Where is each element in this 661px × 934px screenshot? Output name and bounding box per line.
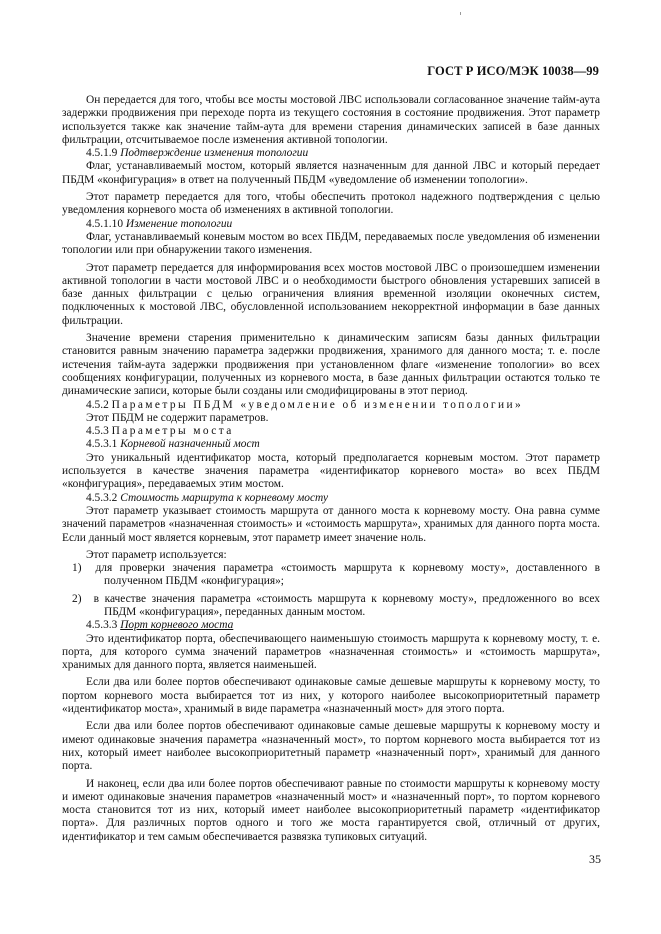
scan-mark [460, 12, 461, 15]
section-title: Порт корневого моста [120, 619, 234, 632]
paragraph: И наконец, если два или более портов обеспечивают равные по стоимости маршруты к корневому мосту и имеют одинаковые значения параметров «назначенный мост» и «назначенный порт», то портом корневого моста становится тот из них, который имеет наиболее высокоприоритетный параметр «идентификатор порта». Для различных портов одного и того же моста гарантируется свой, отличный от других, идентификатор и тем самым обеспечивается развязка тупиковых ситуаций. [62, 777, 600, 843]
section-number: 4.5.3.2 [86, 491, 118, 504]
page-number: 35 [589, 852, 601, 866]
section-number: 4.5.2 [86, 398, 109, 411]
section-title: Стоимость маршрута к корневому мосту [120, 491, 329, 504]
section-heading-45110 [62, 218, 600, 231]
section-heading-452 [62, 399, 600, 412]
section-heading-4531 [62, 438, 600, 451]
section-title: Подтверждение изменения топологии [120, 147, 309, 160]
paragraph: Он передается для того, чтобы все мосты мостовой ЛВС использовали согласованное значение тайм-аута задержки продвижения при переходе порта из текущего состояния в состояние продвижения. Этот параметр используется также как значение тайм-аута для времени старения динамических записей в базе данных фильтрации, отсчитываемое после изменения активной топологии. [62, 94, 600, 146]
paragraph: Это идентификатор порта, обеспечивающего наименьшую стоимость маршрута к корневому мосту, т. е. порта, для которого сумма значений параметров «назначенная стоимость» и «стоимость маршрута», хранимых для данного порта, является наименьшей. [62, 632, 600, 672]
paragraph: Этот параметр указывает стоимость маршрута от данного моста к корневому мосту. Она равна сумме значений параметров «назначенная стоимость» и «стоимость маршрута», хранимых для данного порта моста. Если данный мост является корневым, этот параметр имеет значение ноль. [62, 504, 600, 544]
section-title: Изменение топологии [125, 217, 233, 230]
section-number: 4.5.1.9 [86, 147, 118, 160]
standard-code-header: ГОСТ Р ИСО/МЭК 10038—99 [427, 64, 599, 78]
list-text: в качестве значения параметра «стоимость маршрута к корневому мосту», предложенного во всех ПБДМ «конфигурация», переданных данным мостом. [93, 592, 600, 618]
paragraph: Этот параметр используется: [86, 548, 227, 561]
paragraph: Если два или более портов обеспечивают одинаковые самые дешевые маршруты к корневому мосту, то портом корневого моста выбирается тот из них, у которого наиболее высокоприоритетный параметр «идентификатор моста», хранимый в виде параметра «назначенный мост» для этого порта. [62, 676, 600, 716]
section-heading-4519 [62, 147, 600, 160]
list-item: 2) в качестве значения параметра «стоимость маршрута к корневому мосту», предложенного во всех ПБДМ «конфигурация», переданных данным мостом. [72, 592, 600, 618]
section-heading-4532 [62, 492, 600, 505]
section-title: Параметры моста [111, 425, 234, 438]
list-item: 1) для проверки значения параметра «стоимость маршрута к корневому мосту», доставленного в полученном ПБДМ «конфигурация»; [72, 562, 601, 588]
paragraph: Этот параметр передается для информирования всех мостов мостовой ЛВС о произошедшем изменении активной топологии в части мостовой ЛВС и о необходимости быстрого обновления устаревших записей в базе данных фильтрации с целью ограничения влияния временной изоляции оконечных систем, подключенных к мостовой ЛВС, обусловленной использованием некорректной информации в базе данных фильтрации. [62, 261, 600, 327]
paragraph: Если два или более портов обеспечивают одинаковые самые дешевые маршруты к корневому мосту и имеют одинаковые значения параметра «назначенный мост», то портом корневого моста выбирается тот из них, который имеет наиболее высокоприоритетный параметр «назначенный порт», хранимый для данного порта. [62, 720, 600, 773]
list-text: для проверки значения параметра «стоимость маршрута к корневому мосту», доставленного в полученном ПБДМ «конфигурация»; [95, 562, 601, 588]
section-number: 4.5.3.3 [86, 619, 118, 632]
paragraph: Значение времени старения применительно к динамическим записям базы данных фильтрации становится равным значению параметра задержки продвижения, хранимого для данного моста; т. е. после истечения тайм-аута задержки продвижения при установленном флаге «изменение топологии» во всех сообщениях конфигурации, полученных из корневого моста, в базе данных фильтрации остаются только те динамические записи, которые были созданы или смодифицированы в этот период. [62, 332, 600, 398]
document-body [62, 94, 600, 844]
paragraph: Этот ПБДМ не содержит параметров. [86, 411, 269, 424]
section-title: Корневой назначенный мост [120, 438, 260, 451]
paragraph: Это уникальный идентификатор моста, который предполагается корневым мостом. Этот параметр используется в качестве значения параметра «идентификатор корневого моста» во всех ПБДМ «конфигурация», передаваемых этим мостом. [62, 451, 600, 491]
section-title: Параметры ПБДМ «уведомление об изменении топологии» [111, 398, 524, 411]
section-heading-4533 [62, 619, 600, 632]
paragraph: Флаг, устанавливаемый мостом, который является назначенным для данной ЛВС и который передает ПБДМ «конфигурация» в ответ на полученный ПБДМ «уведомление об изменении топологии». [62, 160, 600, 186]
section-number: 4.5.3.1 [86, 438, 118, 451]
section-heading-453 [62, 425, 600, 438]
paragraph: Флаг, устанавливаемый коневым мостом во всех ПБДМ, передаваемых после уведомления об изменении топологии или при обнаружении такого изменения. [62, 230, 600, 257]
section-number: 4.5.3 [86, 425, 109, 438]
paragraph: Этот параметр передается для того, чтобы обеспечить протокол надежного подтверждения с целью уведомления корневого моста об изменениях в активной топологии. [62, 191, 600, 217]
section-number: 4.5.1.10 [86, 217, 124, 230]
